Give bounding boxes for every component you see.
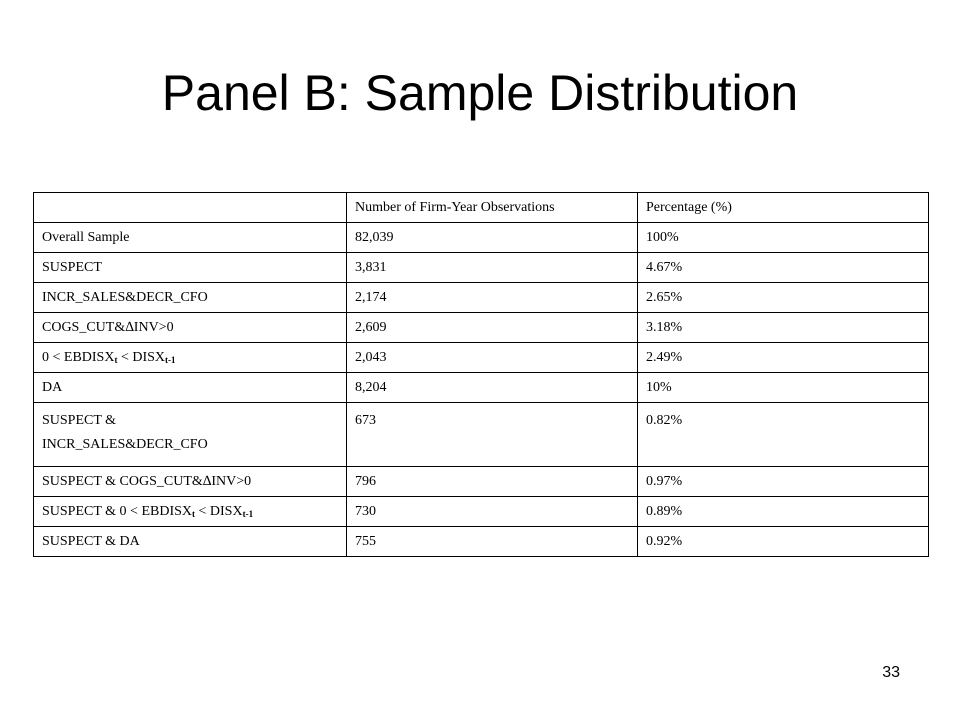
sample-distribution-table <box>33 192 929 557</box>
row-percent <box>638 403 929 467</box>
row-label-subscript: t <box>114 354 118 365</box>
row-count: 82,039 <box>347 223 638 253</box>
table-row <box>34 467 929 497</box>
header-cell-label <box>34 193 347 223</box>
row-percent: 2.65% <box>638 283 929 313</box>
row-label: SUSPECT & COGS_CUT&∆INV>0 <box>34 467 347 497</box>
table-row <box>34 373 929 403</box>
row-label-subscript: t-1 <box>242 508 254 519</box>
header-cell-percent: Percentage (%) <box>638 193 929 223</box>
row-label: COGS_CUT&∆INV>0 <box>34 313 347 343</box>
row-count: 796 <box>347 467 638 497</box>
row-label-part: SUSPECT & 0 < EBDISX <box>42 503 193 519</box>
row-count: 730 <box>347 497 638 527</box>
row-percent-value: 0.82% <box>646 413 683 428</box>
row-label-subscript: t <box>192 508 196 519</box>
table-row <box>34 223 929 253</box>
table-row <box>34 343 929 373</box>
row-percent: 4.67% <box>638 253 929 283</box>
row-count: 2,043 <box>347 343 638 373</box>
row-count: 8,204 <box>347 373 638 403</box>
row-label: SUSPECT <box>34 253 347 283</box>
row-label <box>34 497 347 527</box>
row-count: 755 <box>347 527 638 557</box>
row-percent: 100% <box>638 223 929 253</box>
table-header-row <box>34 193 929 223</box>
row-label-line: SUSPECT & <box>42 413 117 428</box>
row-count-value: 673 <box>355 413 376 428</box>
row-count: 2,174 <box>347 283 638 313</box>
row-count: 3,831 <box>347 253 638 283</box>
row-label: INCR_SALES&DECR_CFO <box>34 283 347 313</box>
slide-title: Panel B: Sample Distribution <box>161 65 799 121</box>
row-label: SUSPECT & DA <box>34 527 347 557</box>
row-count <box>347 403 638 467</box>
row-label-line: INCR_SALES&DECR_CFO <box>42 437 208 452</box>
table-row <box>34 283 929 313</box>
row-percent: 2.49% <box>638 343 929 373</box>
table-row <box>34 527 929 557</box>
table-row <box>34 497 929 527</box>
row-label-subscript: t-1 <box>165 354 176 365</box>
row-percent: 10% <box>638 373 929 403</box>
row-count: 2,609 <box>347 313 638 343</box>
row-label: DA <box>34 373 347 403</box>
row-percent: 0.89% <box>638 497 929 527</box>
row-percent: 0.92% <box>638 527 929 557</box>
header-cell-count: Number of Firm-Year Observations <box>347 193 638 223</box>
table-row <box>34 253 929 283</box>
row-label-part: < DISX <box>195 503 243 519</box>
table-row <box>34 313 929 343</box>
row-label-part: 0 < EBDISX <box>42 349 115 365</box>
table-row <box>34 403 929 467</box>
row-label <box>34 403 347 467</box>
row-label: Overall Sample <box>34 223 347 253</box>
row-percent: 3.18% <box>638 313 929 343</box>
row-label <box>34 343 347 373</box>
page-number: 33 <box>882 664 900 681</box>
row-label-part: < DISX <box>117 349 166 365</box>
row-percent: 0.97% <box>638 467 929 497</box>
